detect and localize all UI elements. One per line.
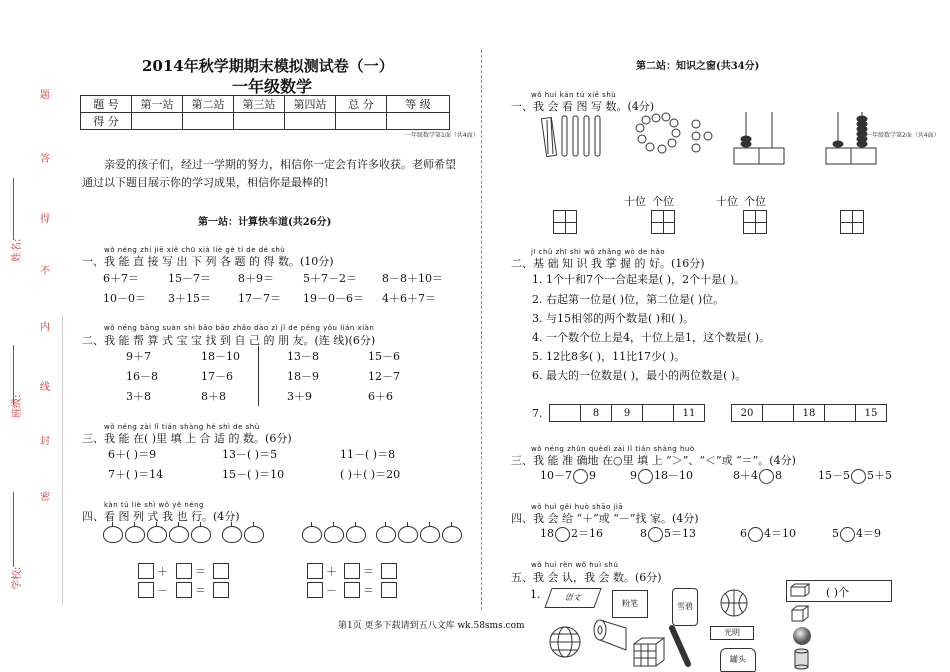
q2-right-item[interactable]: 3＋9 — [287, 390, 312, 403]
compare-left: 15－5 — [818, 469, 850, 482]
q1-item: 3＋15＝ — [168, 292, 211, 305]
equals-sign: ＝ — [195, 584, 206, 597]
side-char-feng: 封 — [40, 436, 50, 447]
name-label: 姓名: — [12, 238, 23, 262]
answer-box[interactable] — [381, 582, 397, 598]
r2-item[interactable]: 4. 一个数个位上是4，十位上是1，这个数是( )。 — [532, 331, 771, 344]
apple-icon — [103, 526, 123, 543]
sequence-cell: 20 — [732, 405, 763, 422]
drink-label: 雪碧 — [677, 602, 693, 611]
q2-pinyin: wǒ néng bāng suàn shì bǎo bǎo zhǎo dào zì jǐ de péng yǒu lián xiàn — [104, 324, 375, 332]
r4-heading: 四、我 会 给 “＋”或 “－”找 家。(4分) — [511, 512, 699, 525]
school-label: 学校: — [12, 566, 23, 590]
score-cell[interactable] — [132, 113, 183, 130]
dots-icon — [632, 112, 722, 160]
r3-pinyin: wǒ néng zhǔn quèdì zài lǐ tián shàng huò — [531, 445, 695, 453]
sign-circle[interactable] — [648, 527, 663, 542]
r3-heading: 三、我 能 准 确地 在○里 填 上 “＞”、“＜”或 “＝”。(4分) — [511, 454, 796, 467]
plus-sign: ＋ — [326, 565, 337, 578]
compare-left: 10－7 — [540, 469, 572, 482]
q2-right-item[interactable]: 12－7 — [368, 370, 400, 383]
sign-right: 4＝10 — [764, 527, 796, 540]
r4-pinyin: wǒ huì gěi huò shāo jiā — [531, 503, 624, 511]
score-cell[interactable] — [285, 113, 336, 130]
number-sequence-1 — [549, 404, 705, 422]
r5-number: 1. — [530, 588, 541, 601]
sign-circle[interactable] — [748, 527, 763, 542]
cylinder-icon — [792, 648, 812, 670]
side-char-ti: 题 — [40, 90, 50, 101]
r2-item[interactable]: 5. 12比8多( )，11比17少( )。 — [532, 350, 686, 363]
place-ones-label: 个位 — [744, 195, 766, 208]
station-1-title: 第一站：计算快车道(共26分) — [198, 217, 332, 228]
r2-q7-label: 7. — [532, 407, 543, 420]
q3-item[interactable]: 11－( )＝8 — [340, 448, 396, 461]
q1-item: 6＋7＝ — [103, 272, 139, 285]
compare-item — [733, 467, 782, 484]
q1-item: 8＋9＝ — [238, 272, 274, 285]
margin-note-right: 一年级数学第2面（共4面） — [866, 132, 940, 139]
exam-subtitle: 一年级数学 — [232, 77, 313, 96]
side-char-nei: 内 — [40, 322, 50, 333]
apple-icon — [222, 526, 242, 543]
sign-left: 5 — [832, 527, 839, 540]
apple-icon — [346, 526, 366, 543]
place-tens-label: 十位 — [624, 195, 646, 208]
exam-title: 2014年秋学期期末模拟测试卷（一） — [142, 57, 394, 75]
sign-left: 8 — [640, 527, 647, 540]
school-line — [13, 492, 14, 567]
q1-item: 19－0－6＝ — [303, 292, 364, 305]
cube-icon — [790, 604, 810, 624]
compare-circle[interactable] — [638, 469, 653, 484]
tin-can-icon — [720, 648, 756, 672]
q3-heading: 三、我 能 在( )里 填 上 合 适 的 数。(6分) — [82, 432, 292, 445]
apple-icon — [244, 526, 264, 543]
stick-icon — [668, 624, 694, 668]
basketball-icon — [719, 588, 749, 618]
abacus-icon — [732, 108, 788, 166]
compare-left: 8＋4 — [733, 469, 758, 482]
notebook-icon — [544, 588, 601, 608]
sequence-cell: 8 — [581, 405, 612, 422]
tin-label: 罐头 — [730, 655, 746, 664]
r2-heading: 二、基 础 知 识 我 掌 握 的 好。(16分) — [511, 257, 705, 270]
sequence-cell: 18 — [794, 405, 825, 422]
answer-grid[interactable] — [553, 210, 577, 234]
apple-icon — [398, 526, 418, 543]
score-row-label: 得 分 — [81, 113, 132, 130]
score-cell[interactable] — [387, 113, 450, 130]
answer-box[interactable] — [213, 582, 229, 598]
r1-pinyin: wǒ huì kàn tú xiě shù — [531, 91, 617, 99]
sequence-cell: 15 — [856, 405, 887, 422]
q3-item[interactable]: 13－( )＝5 — [222, 448, 278, 461]
equals-sign: ＝ — [195, 565, 206, 578]
score-header-row — [81, 96, 450, 113]
minus-sign: － — [326, 584, 337, 597]
number-sequence-2 — [731, 404, 887, 422]
sign-left: 6 — [740, 527, 747, 540]
sign-circle[interactable] — [840, 527, 855, 542]
sign-left: 18 — [540, 527, 554, 540]
q3-item[interactable]: ( )＋( )＝20 — [340, 468, 401, 481]
compare-right: 5＋5 — [867, 469, 892, 482]
chalk-box-icon — [612, 590, 648, 618]
r5-pinyin: wǒ huì rèn wǒ huì shǔ — [531, 561, 619, 569]
sequence-cell[interactable] — [763, 405, 794, 422]
compare-circle[interactable] — [851, 469, 866, 484]
apple-icon — [302, 526, 322, 543]
answer-grid[interactable] — [840, 210, 864, 234]
compare-left: 9 — [630, 469, 637, 482]
q3-item[interactable]: 7＋( )＝14 — [108, 468, 164, 481]
page-divider — [481, 50, 482, 610]
margin-note-left: 一年级数学第1面（共4面） — [405, 132, 479, 139]
q2-left-item[interactable]: 9＋7 — [126, 350, 151, 363]
q1-item: 8－8＋10＝ — [382, 272, 443, 285]
sign-item — [640, 525, 696, 542]
compare-right: 18－10 — [654, 469, 693, 482]
r2-item[interactable]: 3. 与15相邻的两个数是( )和( )。 — [532, 312, 695, 325]
side-char-mi: 密 — [40, 492, 50, 503]
paper-roll-icon — [590, 618, 634, 658]
count-blank[interactable]: ( )个 — [826, 586, 850, 599]
apple-icon — [376, 526, 396, 543]
side-char-bu: 不 — [40, 266, 50, 277]
q2-right-item[interactable]: 15－6 — [368, 350, 400, 363]
q1-item: 15－7＝ — [168, 272, 211, 285]
sign-right: 5＝13 — [664, 527, 696, 540]
globe-icon — [548, 622, 582, 662]
sequence-cell: 9 — [612, 405, 643, 422]
sign-item — [832, 525, 881, 542]
apple-icon — [125, 526, 145, 543]
sign-circle[interactable] — [555, 527, 570, 542]
apple-icon — [442, 526, 462, 543]
notebook-label: 语文 — [563, 593, 583, 602]
answer-grid[interactable] — [743, 210, 767, 234]
sequence-cell[interactable] — [643, 405, 674, 422]
r2-item[interactable]: 1. 1个十和7个一合起来是( )，2个十是( )。 — [532, 273, 746, 286]
sequence-cell[interactable] — [550, 405, 581, 422]
score-cell[interactable] — [234, 113, 285, 130]
minus-sign: － — [157, 584, 168, 597]
drink-box-icon — [672, 588, 698, 626]
answer-box[interactable] — [344, 563, 360, 579]
apple-icon — [147, 526, 167, 543]
sign-item — [740, 525, 796, 542]
score-header-cell: 第一站 — [132, 96, 183, 113]
apple-icon — [420, 526, 440, 543]
r2-pinyin: jī chǔ zhī shi wǒ zhǎng wò de hǎo — [531, 248, 666, 256]
q1-item: 10－0＝ — [103, 292, 146, 305]
place-ones-label: 个位 — [652, 195, 674, 208]
answer-box[interactable] — [138, 563, 154, 579]
class-line — [13, 345, 14, 405]
r1-heading: 一、我 会 看 图 写 数。(4分) — [511, 100, 655, 113]
gift-box-icon — [710, 626, 754, 640]
r5-heading: 五、我 会 认，我 会 数。(6分) — [511, 571, 662, 584]
side-char-xian: 线 — [40, 382, 50, 393]
class-label: 班级: — [12, 394, 23, 418]
score-cell[interactable] — [336, 113, 387, 130]
equals-sign: ＝ — [363, 584, 374, 597]
chalk-label: 粉笔 — [622, 599, 638, 608]
r2-item[interactable]: 2. 右起第一位是( )位，第二位是( )位。 — [532, 293, 725, 306]
apple-icon — [169, 526, 189, 543]
side-char-da: 答 — [40, 154, 50, 165]
q2-left-item[interactable]: 16－8 — [126, 370, 158, 383]
sign-right: 4＝9 — [856, 527, 881, 540]
page-footer: 第1页 更多下载请到五八文库 wk.58sms.com — [338, 621, 525, 631]
compare-right: 8 — [775, 469, 782, 482]
sequence-cell[interactable] — [825, 405, 856, 422]
q3-item[interactable]: 6＋( )＝9 — [108, 448, 157, 461]
apple-icon — [191, 526, 211, 543]
compare-item — [630, 467, 693, 484]
compare-circle[interactable] — [573, 469, 588, 484]
q2-right-item[interactable]: 18－9 — [287, 370, 319, 383]
q4-heading: 四、看 图 列 式 我 也 行。(4分) — [82, 510, 240, 523]
intro-line-2: 通过以下题目展示你的学习成果，相信你是最棒的! — [82, 176, 329, 189]
sticks-bundle-icon — [540, 112, 610, 160]
score-header-cell: 等 级 — [387, 96, 450, 113]
q4-pinyin: kàn tú liè shì wǒ yě néng — [104, 501, 204, 509]
q1-item: 5＋7－2＝ — [303, 272, 357, 285]
q2-left-item[interactable]: 3＋8 — [126, 390, 151, 403]
answer-box[interactable] — [307, 582, 323, 598]
q2-mid-item[interactable]: 17－6 — [201, 370, 233, 383]
answer-box[interactable] — [176, 563, 192, 579]
sign-item — [540, 525, 603, 542]
cuboid-icon — [790, 583, 810, 597]
compare-circle[interactable] — [759, 469, 774, 484]
left-margin-rule — [62, 315, 64, 605]
answer-box[interactable] — [307, 563, 323, 579]
q1-pinyin: wǒ néng zhí jiē xiě chū xià liè gè tí de dé shù — [104, 246, 286, 254]
q2-mid-item[interactable]: 8＋8 — [201, 390, 226, 403]
score-header-cell: 题 号 — [81, 96, 132, 113]
plus-sign: ＋ — [157, 565, 168, 578]
q3-pinyin: wǒ néng zài lǐ tián shàng hé shì de shù — [104, 423, 260, 431]
answer-box[interactable] — [138, 582, 154, 598]
station-2-title: 第二站：知识之窗(共34分) — [636, 61, 760, 72]
score-header-cell: 总 分 — [336, 96, 387, 113]
q2-right-item[interactable]: 13－8 — [287, 350, 319, 363]
q1-item: 4＋6＋7＝ — [382, 292, 436, 305]
compare-right: 9 — [589, 469, 596, 482]
q2-mid-item[interactable]: 18－10 — [201, 350, 240, 363]
score-table — [80, 95, 450, 130]
q1-item: 17－7＝ — [238, 292, 281, 305]
sign-right: 2＝16 — [571, 527, 603, 540]
q2-separator — [258, 346, 259, 406]
score-header-cell: 第四站 — [285, 96, 336, 113]
sphere-icon — [792, 626, 812, 646]
score-cell[interactable] — [183, 113, 234, 130]
score-value-row — [81, 113, 450, 130]
equals-sign: ＝ — [363, 565, 374, 578]
apple-icon — [324, 526, 344, 543]
rubiks-cube-icon — [632, 636, 666, 670]
answer-box[interactable] — [176, 582, 192, 598]
answer-grid[interactable] — [651, 210, 675, 234]
q3-item[interactable]: 15－( )＝10 — [222, 468, 285, 481]
compare-item — [818, 467, 892, 484]
sequence-cell: 11 — [674, 405, 705, 422]
place-tens-label: 十位 — [716, 195, 738, 208]
intro-line-1: 亲爱的孩子们，经过一学期的努力，相信你一定会有许多收获。老师希望 — [104, 158, 456, 171]
answer-box[interactable] — [213, 563, 229, 579]
q2-right-item[interactable]: 6＋6 — [368, 390, 393, 403]
side-char-de: 得 — [40, 214, 50, 225]
answer-box[interactable] — [344, 582, 360, 598]
compare-item — [540, 467, 596, 484]
name-line — [13, 178, 14, 240]
q2-heading: 二、我 能 帮 算 式 宝 宝 找 到 自 己 的 朋 友。(连 线)(6分) — [82, 334, 376, 347]
gift-label: 光明 — [724, 628, 740, 637]
answer-box[interactable] — [381, 563, 397, 579]
score-header-cell: 第二站 — [183, 96, 234, 113]
r2-item[interactable]: 6. 最大的一位数是( )，最小的两位数是( )。 — [532, 369, 747, 382]
score-header-cell: 第三站 — [234, 96, 285, 113]
q1-heading: 一、我 能 直 接 写 出 下 列 各 题 的 得 数。(10分) — [82, 255, 334, 268]
